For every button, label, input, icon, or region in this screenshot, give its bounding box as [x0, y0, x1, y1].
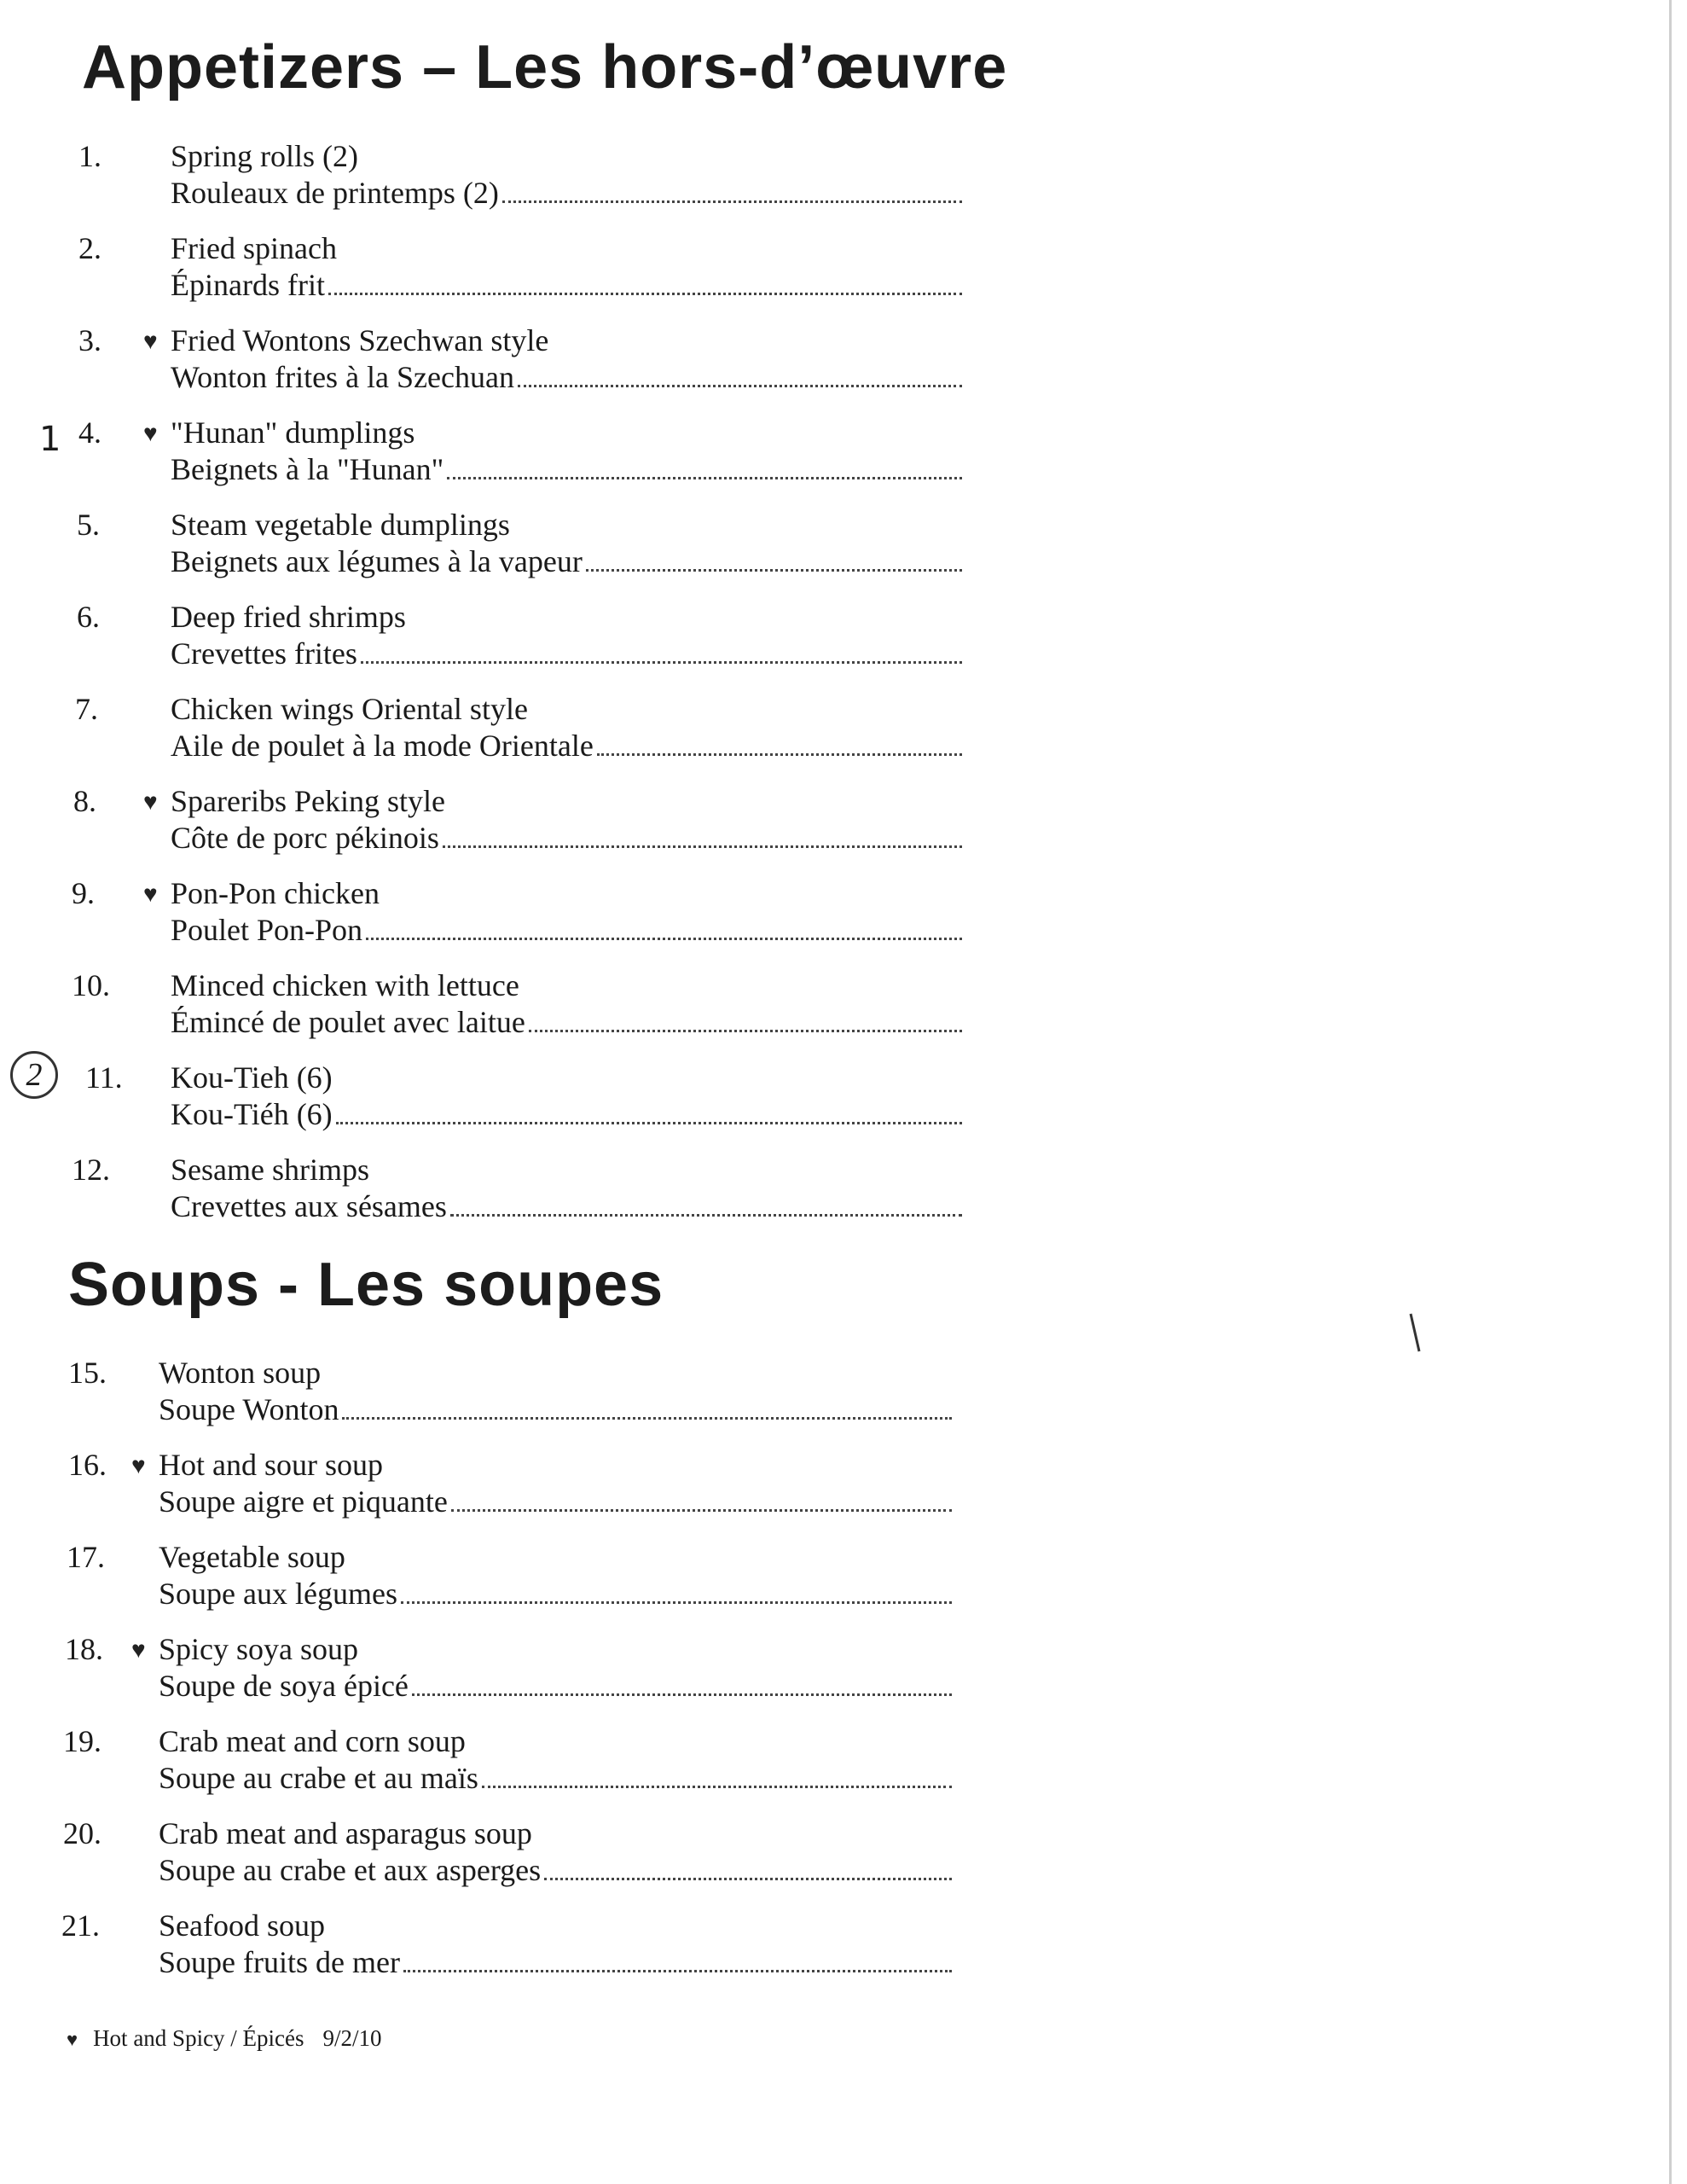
item-name-french-row — [171, 1188, 962, 1225]
item-name-french-row — [171, 1004, 962, 1041]
dot-leader — [450, 1188, 962, 1217]
item-name-french: Émincé de poulet avec laitue — [171, 1005, 525, 1039]
heart-icon: ♥ — [143, 421, 158, 447]
menu-item — [68, 1355, 952, 1437]
item-number: 21. — [61, 1908, 100, 1943]
item-number: 2. — [78, 231, 101, 265]
item-number: 7. — [75, 692, 98, 726]
item-number: 5. — [77, 508, 100, 542]
menu-item — [78, 415, 962, 497]
menu-item — [75, 691, 962, 773]
item-name-english: "Hunan" dumplings — [171, 415, 415, 450]
menu-item — [73, 783, 962, 865]
item-number: 15. — [68, 1356, 107, 1390]
item-number: 4. — [78, 415, 101, 450]
item-name-french: Soupe fruits de mer — [159, 1945, 400, 1979]
heart-icon: ♥ — [143, 789, 158, 816]
soups-heading: Soups - Les soupes — [68, 1251, 664, 1319]
menu-item — [63, 1815, 952, 1897]
item-name-english: Spicy soya soup — [159, 1632, 358, 1666]
handwritten-circled-2: 2 — [10, 1051, 58, 1099]
item-name-english: Seafood soup — [159, 1908, 325, 1943]
dot-leader — [482, 1760, 952, 1788]
item-name-english: Chicken wings Oriental style — [171, 692, 528, 726]
item-name-french-row — [159, 1944, 952, 1981]
item-name-english: Crab meat and asparagus soup — [159, 1816, 532, 1850]
dot-leader — [443, 820, 962, 848]
item-name-french: Soupe Wonton — [159, 1392, 339, 1426]
menu-item — [78, 230, 962, 312]
item-name-english: Spareribs Peking style — [171, 784, 445, 818]
item-name-french-row — [171, 728, 962, 764]
item-number: 1. — [78, 139, 101, 173]
item-name-english: Kou-Tieh (6) — [171, 1060, 333, 1095]
item-number: 9. — [72, 876, 95, 910]
item-name-french: Crevettes aux sésames — [171, 1189, 447, 1223]
menu-item — [77, 507, 962, 589]
menu-item — [65, 1631, 952, 1713]
menu-item — [72, 967, 962, 1049]
item-number: 12. — [72, 1153, 110, 1187]
dot-leader — [403, 1944, 952, 1972]
item-number: 16. — [68, 1448, 107, 1482]
appetizers-heading: Appetizers – Les hors-d’œuvre — [82, 33, 1008, 102]
footer-legend — [67, 2025, 382, 2052]
dot-leader — [502, 175, 962, 203]
scan-edge — [1669, 0, 1672, 2184]
item-name-french: Soupe au crabe et aux asperges — [159, 1853, 542, 1887]
item-name-french-row — [171, 912, 962, 949]
dot-leader — [328, 267, 962, 295]
menu-item — [85, 1060, 962, 1141]
menu-item — [78, 138, 962, 220]
item-name-french: Crevettes frites — [171, 636, 357, 671]
item-number: 18. — [65, 1632, 103, 1666]
item-name-french-row — [171, 543, 962, 580]
item-number: 20. — [63, 1816, 101, 1850]
menu-item — [68, 1447, 952, 1529]
item-name-english: Vegetable soup — [159, 1540, 345, 1574]
menu-item — [72, 875, 962, 957]
dot-leader — [401, 1576, 952, 1604]
menu-item — [67, 1539, 952, 1621]
item-name-french-row — [171, 1096, 962, 1133]
item-name-english: Minced chicken with lettuce — [171, 968, 519, 1002]
item-name-english: Steam vegetable dumplings — [171, 508, 510, 542]
item-name-french: Wonton frites à la Szechuan — [171, 360, 514, 394]
item-name-french-row — [171, 820, 962, 857]
item-name-french: Soupe aigre et piquante — [159, 1484, 448, 1519]
dot-leader — [529, 1004, 962, 1032]
stray-pen-mark — [1407, 1312, 1424, 1355]
menu-item — [63, 1723, 952, 1805]
heart-icon: ♥ — [131, 1453, 146, 1479]
item-name-french-row — [159, 1484, 952, 1520]
menu-item — [77, 599, 962, 681]
dot-leader — [518, 359, 962, 387]
legend-text: Hot and Spicy / Épicés — [93, 2025, 304, 2051]
item-name-french: Beignets aux légumes à la vapeur — [171, 544, 583, 578]
item-name-english: Hot and sour soup — [159, 1448, 383, 1482]
item-name-english: Crab meat and corn soup — [159, 1724, 466, 1758]
item-name-french-row — [171, 451, 962, 488]
item-number: 19. — [63, 1724, 101, 1758]
item-name-french: Rouleaux de printemps (2) — [171, 176, 499, 210]
item-name-french-row — [159, 1760, 952, 1797]
item-name-english: Fried spinach — [171, 231, 337, 265]
item-name-french: Côte de porc pékinois — [171, 821, 439, 855]
heart-icon: ♥ — [131, 1637, 146, 1664]
dot-leader — [361, 636, 962, 664]
document-date: 9/2/10 — [322, 2025, 382, 2051]
dot-leader — [366, 912, 962, 940]
item-name-french: Poulet Pon-Pon — [171, 913, 363, 947]
item-name-french-row — [159, 1668, 952, 1705]
dot-leader — [544, 1852, 952, 1880]
item-name-english: Deep fried shrimps — [171, 600, 406, 634]
menu-item — [61, 1908, 952, 1989]
item-name-french: Soupe au crabe et au maïs — [159, 1761, 478, 1795]
dot-leader — [336, 1096, 962, 1124]
item-name-french-row — [171, 267, 962, 304]
item-name-french: Soupe de soya épicé — [159, 1669, 409, 1703]
item-name-english: Spring rolls (2) — [171, 139, 358, 173]
menu-item — [78, 322, 962, 404]
item-name-english: Fried Wontons Szechwan style — [171, 323, 549, 357]
item-name-french-row — [171, 175, 962, 212]
heart-icon: ♥ — [67, 2029, 78, 2050]
item-name-english: Pon-Pon chicken — [171, 876, 380, 910]
item-name-french-row — [171, 636, 962, 672]
item-name-english: Wonton soup — [159, 1356, 322, 1390]
item-name-french: Kou-Tiéh (6) — [171, 1097, 333, 1131]
item-name-french: Épinards frit — [171, 268, 325, 302]
item-name-french-row — [159, 1576, 952, 1612]
item-name-french-row — [159, 1852, 952, 1889]
heart-icon: ♥ — [143, 881, 158, 908]
item-name-french: Beignets à la "Hunan" — [171, 452, 444, 486]
heart-icon: ♥ — [143, 328, 158, 355]
item-name-french-row — [171, 359, 962, 396]
item-number: 17. — [67, 1540, 105, 1574]
dot-leader — [412, 1668, 952, 1696]
item-name-french-row — [159, 1391, 952, 1428]
item-number: 10. — [72, 968, 110, 1002]
dot-leader — [342, 1391, 952, 1420]
dot-leader — [597, 728, 962, 756]
item-number: 6. — [77, 600, 100, 634]
dot-leader — [447, 451, 962, 479]
dot-leader — [586, 543, 962, 572]
item-name-french: Aile de poulet à la mode Orientale — [171, 729, 594, 763]
item-number: 8. — [73, 784, 96, 818]
item-name-english: Sesame shrimps — [171, 1153, 369, 1187]
handwritten-mark-1: 1 — [39, 420, 61, 459]
item-name-french: Soupe aux légumes — [159, 1577, 397, 1611]
item-number: 11. — [85, 1060, 123, 1095]
menu-item — [72, 1152, 962, 1234]
item-number: 3. — [78, 323, 101, 357]
dot-leader — [451, 1484, 952, 1512]
